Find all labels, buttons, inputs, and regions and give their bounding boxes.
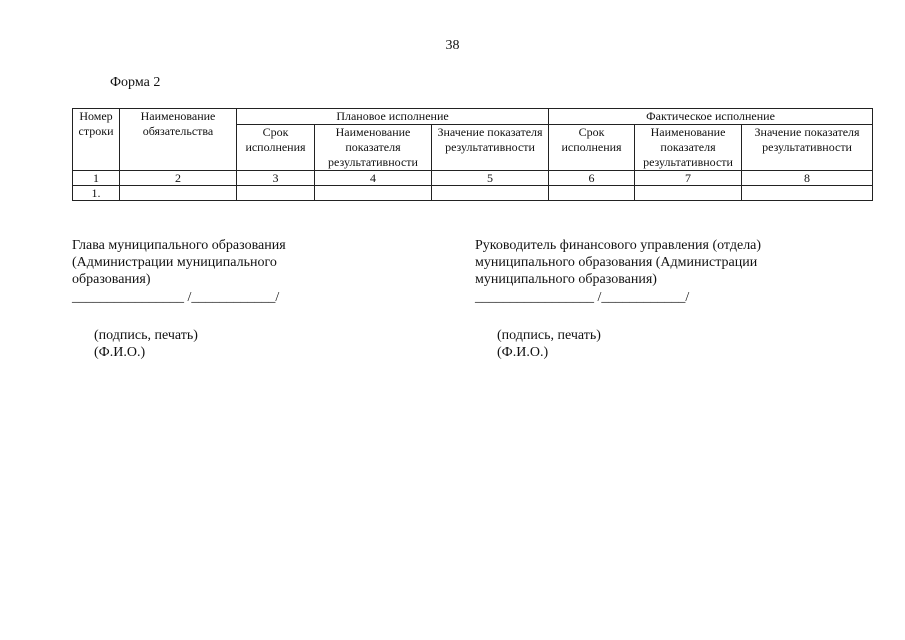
table-cell: 1. (73, 186, 120, 201)
table-row (73, 186, 873, 201)
column-number: 3 (237, 171, 315, 186)
table-cell (120, 186, 237, 201)
signature-block-finance (475, 237, 835, 378)
column-number: 1 (73, 171, 120, 186)
column-number: 7 (635, 171, 742, 186)
header-actual-deadline: Срок исполнения (549, 125, 635, 171)
header-row-1 (73, 109, 873, 125)
table-cell (549, 186, 635, 201)
column-number: 2 (120, 171, 237, 186)
header-planned-indicator-value: Значение показателя результативности (432, 125, 549, 171)
signer-title-line: образования) (72, 272, 151, 287)
report-table (72, 108, 873, 201)
signer-title-line: Глава муниципального образования (72, 238, 286, 253)
form-label: Форма 2 (110, 75, 161, 90)
caption-signature: (подпись, печать) (497, 328, 601, 343)
signature-captions (72, 310, 392, 378)
page-number: 38 (445, 38, 460, 53)
header-obligation-name: Наименование обязательства (120, 109, 237, 171)
table-cell (742, 186, 873, 201)
signer-title-line: (Администрации муниципального (72, 255, 277, 270)
column-number: 6 (549, 171, 635, 186)
header-planned-group: Плановое исполнение (237, 109, 549, 125)
header-row-number: Номер строки (73, 109, 120, 171)
column-number: 4 (315, 171, 432, 186)
signature-line: ________________ /____________/ (72, 290, 280, 305)
table-cell (237, 186, 315, 201)
signature-block-head (72, 237, 392, 378)
table-cell (432, 186, 549, 201)
header-planned-indicator-name: Наименование показателя результативности (315, 125, 432, 171)
caption-signature: (подпись, печать) (94, 328, 198, 343)
table-cell (315, 186, 432, 201)
caption-name: (Ф.И.О.) (497, 345, 549, 360)
header-actual-indicator-name: Наименование показателя результативности (635, 125, 742, 171)
header-actual-indicator-value: Значение показателя результативности (742, 125, 873, 171)
column-number: 8 (742, 171, 873, 186)
signer-title-line: Руководитель финансового управления (отдела) (475, 238, 762, 253)
header-actual-group: Фактическое исполнение (549, 109, 873, 125)
signature-captions (475, 310, 835, 378)
column-number-row (73, 171, 873, 186)
table-cell (635, 186, 742, 201)
caption-name: (Ф.И.О.) (94, 345, 146, 360)
signer-title-line: муниципального образования) (475, 272, 657, 287)
header-planned-deadline: Срок исполнения (237, 125, 315, 171)
signature-line: _________________ /____________/ (475, 290, 690, 305)
signer-title-line: муниципального образования (Администрации (475, 255, 758, 270)
column-number: 5 (432, 171, 549, 186)
